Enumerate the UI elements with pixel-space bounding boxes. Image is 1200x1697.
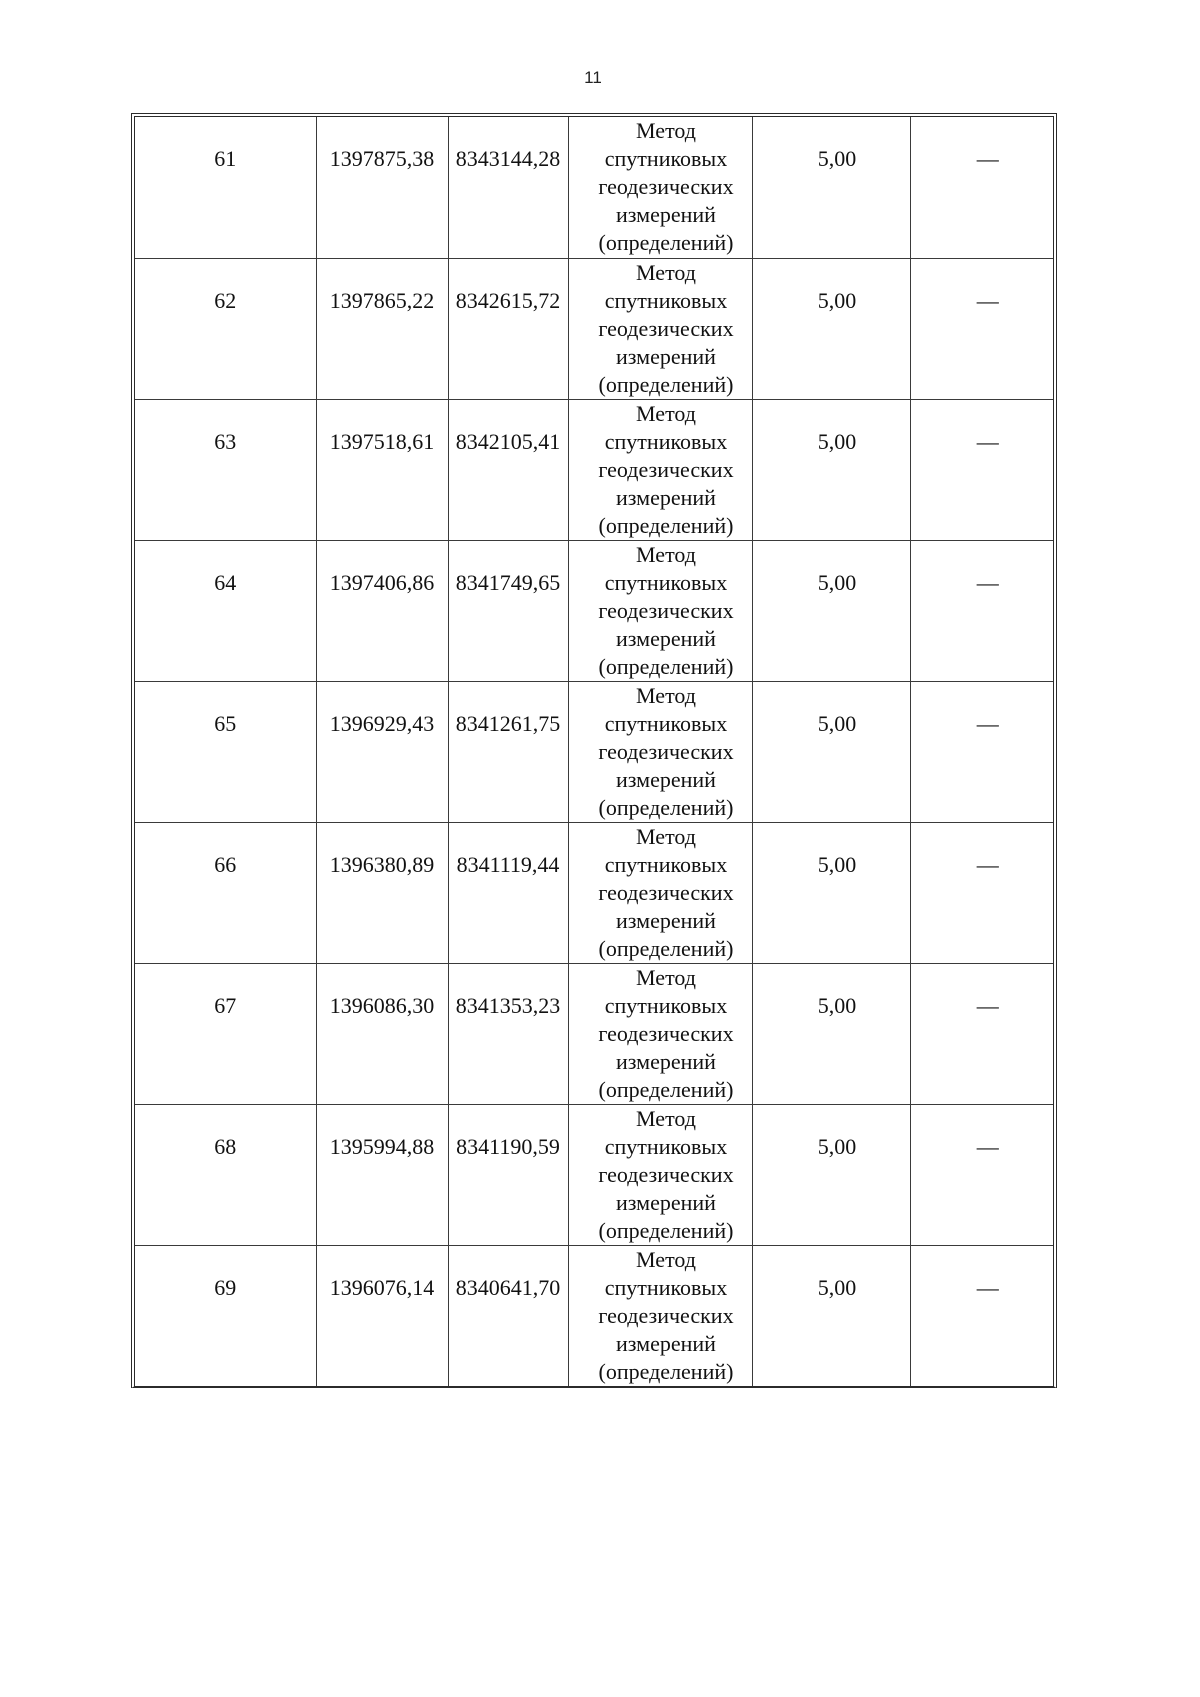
cell-accuracy: 5,00 [752, 681, 910, 822]
cell-accuracy: 5,00 [752, 963, 910, 1104]
cell-accuracy: 5,00 [752, 540, 910, 681]
table-row [135, 822, 1053, 963]
cell-note: — [910, 540, 1053, 681]
cell-method: Метод спутниковых геодезических измерений (определений) [568, 540, 752, 681]
cell-note: — [910, 117, 1053, 258]
cell-method: Метод спутниковых геодезических измерений (определений) [568, 399, 752, 540]
cell-accuracy: 5,00 [752, 399, 910, 540]
cell-accuracy: 5,00 [752, 822, 910, 963]
cell-accuracy: 5,00 [752, 117, 910, 258]
cell-note: — [910, 822, 1053, 963]
cell-point-number: 67 [135, 963, 316, 1104]
cell-note: — [910, 681, 1053, 822]
table-row [135, 117, 1053, 258]
cell-point-number: 64 [135, 540, 316, 681]
cell-coordinate-y: 8341190,59 [448, 1104, 568, 1245]
table-row [135, 963, 1053, 1104]
cell-method: Метод спутниковых геодезических измерений (определений) [568, 822, 752, 963]
cell-point-number: 61 [135, 117, 316, 258]
cell-coordinate-y: 8341261,75 [448, 681, 568, 822]
cell-coordinate-x: 1397518,61 [316, 399, 448, 540]
table-row [135, 258, 1053, 399]
cell-note: — [910, 1245, 1053, 1386]
cell-coordinate-x: 1396086,30 [316, 963, 448, 1104]
cell-coordinate-y: 8342615,72 [448, 258, 568, 399]
cell-note: — [910, 963, 1053, 1104]
cell-coordinate-y: 8341749,65 [448, 540, 568, 681]
table-frame [131, 113, 1057, 1388]
cell-coordinate-x: 1397875,38 [316, 117, 448, 258]
cell-coordinate-x: 1397865,22 [316, 258, 448, 399]
cell-point-number: 66 [135, 822, 316, 963]
cell-note: — [910, 1104, 1053, 1245]
cell-method: Метод спутниковых геодезических измерений (определений) [568, 1104, 752, 1245]
cell-accuracy: 5,00 [752, 1245, 910, 1386]
table-row [135, 681, 1053, 822]
cell-coordinate-x: 1396076,14 [316, 1245, 448, 1386]
cell-accuracy: 5,00 [752, 1104, 910, 1245]
cell-coordinate-x: 1396380,89 [316, 822, 448, 963]
cell-coordinate-y: 8341353,23 [448, 963, 568, 1104]
cell-coordinate-y: 8340641,70 [448, 1245, 568, 1386]
cell-point-number: 65 [135, 681, 316, 822]
cell-point-number: 68 [135, 1104, 316, 1245]
cell-coordinate-y: 8343144,28 [448, 117, 568, 258]
cell-coordinate-x: 1395994,88 [316, 1104, 448, 1245]
cell-method: Метод спутниковых геодезических измерений (определений) [568, 681, 752, 822]
page-number: 11 [584, 68, 602, 87]
cell-method: Метод спутниковых геодезических измерений (определений) [568, 1245, 752, 1386]
table-row [135, 540, 1053, 681]
cell-coordinate-x: 1396929,43 [316, 681, 448, 822]
cell-note: — [910, 258, 1053, 399]
cell-point-number: 69 [214, 1274, 237, 1300]
cell-method: Метод спутниковых геодезических измерений (определений) [568, 963, 752, 1104]
table-row [135, 1245, 1053, 1386]
coordinates-table [135, 117, 1053, 1386]
cell-note: — [910, 399, 1053, 540]
cell-coordinate-y: 8342105,41 [448, 399, 568, 540]
cell-coordinate-x: 1397406,86 [316, 540, 448, 681]
cell-method: Метод спутниковых геодезических измерений (определений) [568, 258, 752, 399]
cell-accuracy: 5,00 [752, 258, 910, 399]
table-row [135, 399, 1053, 540]
table-row [135, 1104, 1053, 1245]
cell-coordinate-y: 8341119,44 [448, 822, 568, 963]
cell-point-number: 62 [135, 258, 316, 399]
cell-method: Метод спутниковых геодезических измерений (определений) [568, 117, 752, 258]
cell-point-number: 63 [135, 399, 316, 540]
